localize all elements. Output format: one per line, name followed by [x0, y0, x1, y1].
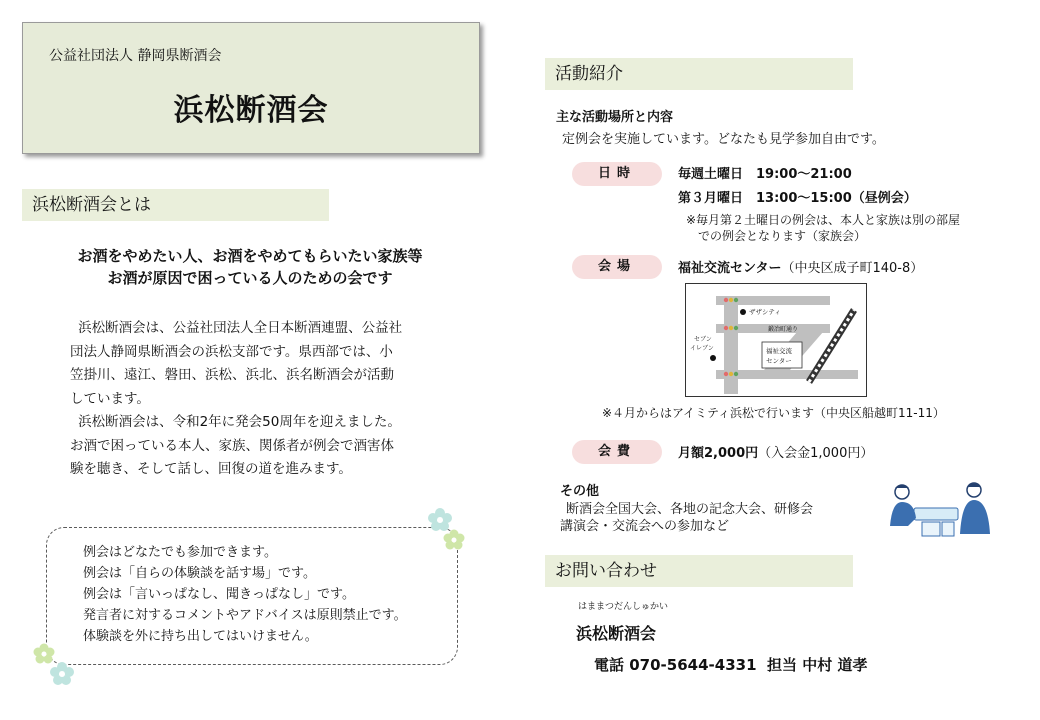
- other-line-1: 断酒会全国大会、各地の記念大会、研修会: [566, 502, 814, 517]
- org-name: 公益社団法人 静岡県断酒会: [49, 48, 222, 64]
- activity-subheading: 主な活動場所と内容: [556, 110, 674, 125]
- about-line: 浜松断酒会は、公益社団法人全日本断酒連盟、公益社: [78, 320, 403, 336]
- map-drawing: [686, 284, 866, 396]
- about-line: 浜松断酒会は、令和2年に発会50周年を迎えました。: [78, 414, 401, 430]
- title-box: [22, 22, 480, 154]
- datetime-line-1: 毎週土曜日 19:00〜21:00: [678, 167, 852, 182]
- contact-line: [594, 654, 867, 675]
- about-heading: 浜松断酒会とは: [22, 189, 329, 221]
- venue-label: 会場: [572, 255, 662, 279]
- phone-number[interactable]: 070-5644-4331: [629, 656, 757, 674]
- contact-heading: お問い合わせ: [545, 555, 853, 587]
- venue-map: [685, 283, 867, 397]
- map-label-seven-2: イレブン: [690, 345, 714, 352]
- contact-name: 浜松断酒会: [576, 624, 657, 643]
- datetime-line-2: 第３月曜日 13:00〜15:00（昼例会）: [678, 191, 917, 206]
- about-line: 験を聴き、そして話し、回復の道を進みます。: [70, 461, 352, 477]
- about-line: 笠掛川、遠江、磐田、浜松、浜北、浜名断酒会が活動: [70, 367, 394, 383]
- map-label-center-1: 福祉交流: [766, 347, 792, 355]
- lead-line-1: お酒をやめたい人、お酒をやめてもらいたい家族等: [77, 247, 423, 265]
- rule-item: 例会はどなたでも参加できます。: [83, 545, 277, 560]
- lead-line-2: お酒が原因で困っている人のための会です: [107, 269, 393, 287]
- venue-address: （中央区成子町140-8）: [781, 261, 924, 276]
- page-title: 浜松断酒会: [173, 93, 329, 128]
- about-line: お酒で困っている本人、家族、関係者が例会で酒害体: [70, 437, 394, 454]
- person-name: 中村 道孝: [802, 656, 868, 674]
- venue-name: 福祉交流センター: [678, 261, 782, 276]
- traffic-light-icon: [724, 372, 738, 376]
- map-label-zaza: ザザシティ: [749, 308, 781, 316]
- person-label: 担当: [766, 656, 797, 674]
- venue-text: [678, 257, 923, 276]
- datetime-note-line-1: ※毎月第２土曜日の例会は、本人と家族は別の部屋: [686, 213, 961, 227]
- traffic-light-icon: [724, 298, 738, 302]
- activity-heading: 活動紹介: [545, 58, 853, 90]
- rule-item: 例会は「自らの体験談を話す場」です。: [83, 566, 316, 581]
- flower-decoration-icon: [30, 640, 80, 692]
- rule-item: 発言者に対するコメントやアドバイスは原則禁止です。: [83, 608, 407, 623]
- other-line-2: 講演会・交流会への参加など: [560, 519, 730, 534]
- rules-list: [83, 542, 407, 647]
- about-line: しています。: [70, 390, 150, 407]
- activity-intro: 定例会を実施しています。どなたも見学参加自由です。: [562, 132, 885, 147]
- fee-extra: （入会金1,000円）: [758, 446, 874, 461]
- phone-label: 電話: [594, 656, 625, 674]
- map-label-center-2: センター: [766, 357, 792, 365]
- other-heading: その他: [560, 484, 600, 499]
- about-line: 団法人静岡県断酒会の浜松支部です。県西部では、小: [70, 343, 393, 360]
- flower-decoration-icon: [424, 502, 470, 556]
- fee-label: 会費: [572, 440, 662, 464]
- venue-note: ※４月からはアイミティ浜松で行います（中央区船越町11-11）: [602, 406, 945, 420]
- meeting-people-icon: [884, 478, 994, 544]
- map-label-seven-1: セブン: [694, 336, 712, 343]
- about-paragraph: [70, 317, 440, 482]
- traffic-light-icon: [724, 326, 738, 330]
- contact-ruby: はままつだんしゅかい: [578, 602, 669, 612]
- datetime-label: 日時: [572, 162, 662, 186]
- fee-amount: 月額2,000円: [678, 446, 759, 461]
- rule-item: 例会は「言いっぱなし、聞きっぱなし」です。: [83, 587, 355, 602]
- map-label-road: 鍛冶町通り: [768, 326, 799, 333]
- fee-text: [678, 442, 873, 461]
- rules-box: [46, 527, 458, 665]
- datetime-note-line-2: での例会となります（家族会）: [698, 229, 867, 243]
- rule-item: 体験談を外に持ち出してはいけません。: [83, 629, 318, 644]
